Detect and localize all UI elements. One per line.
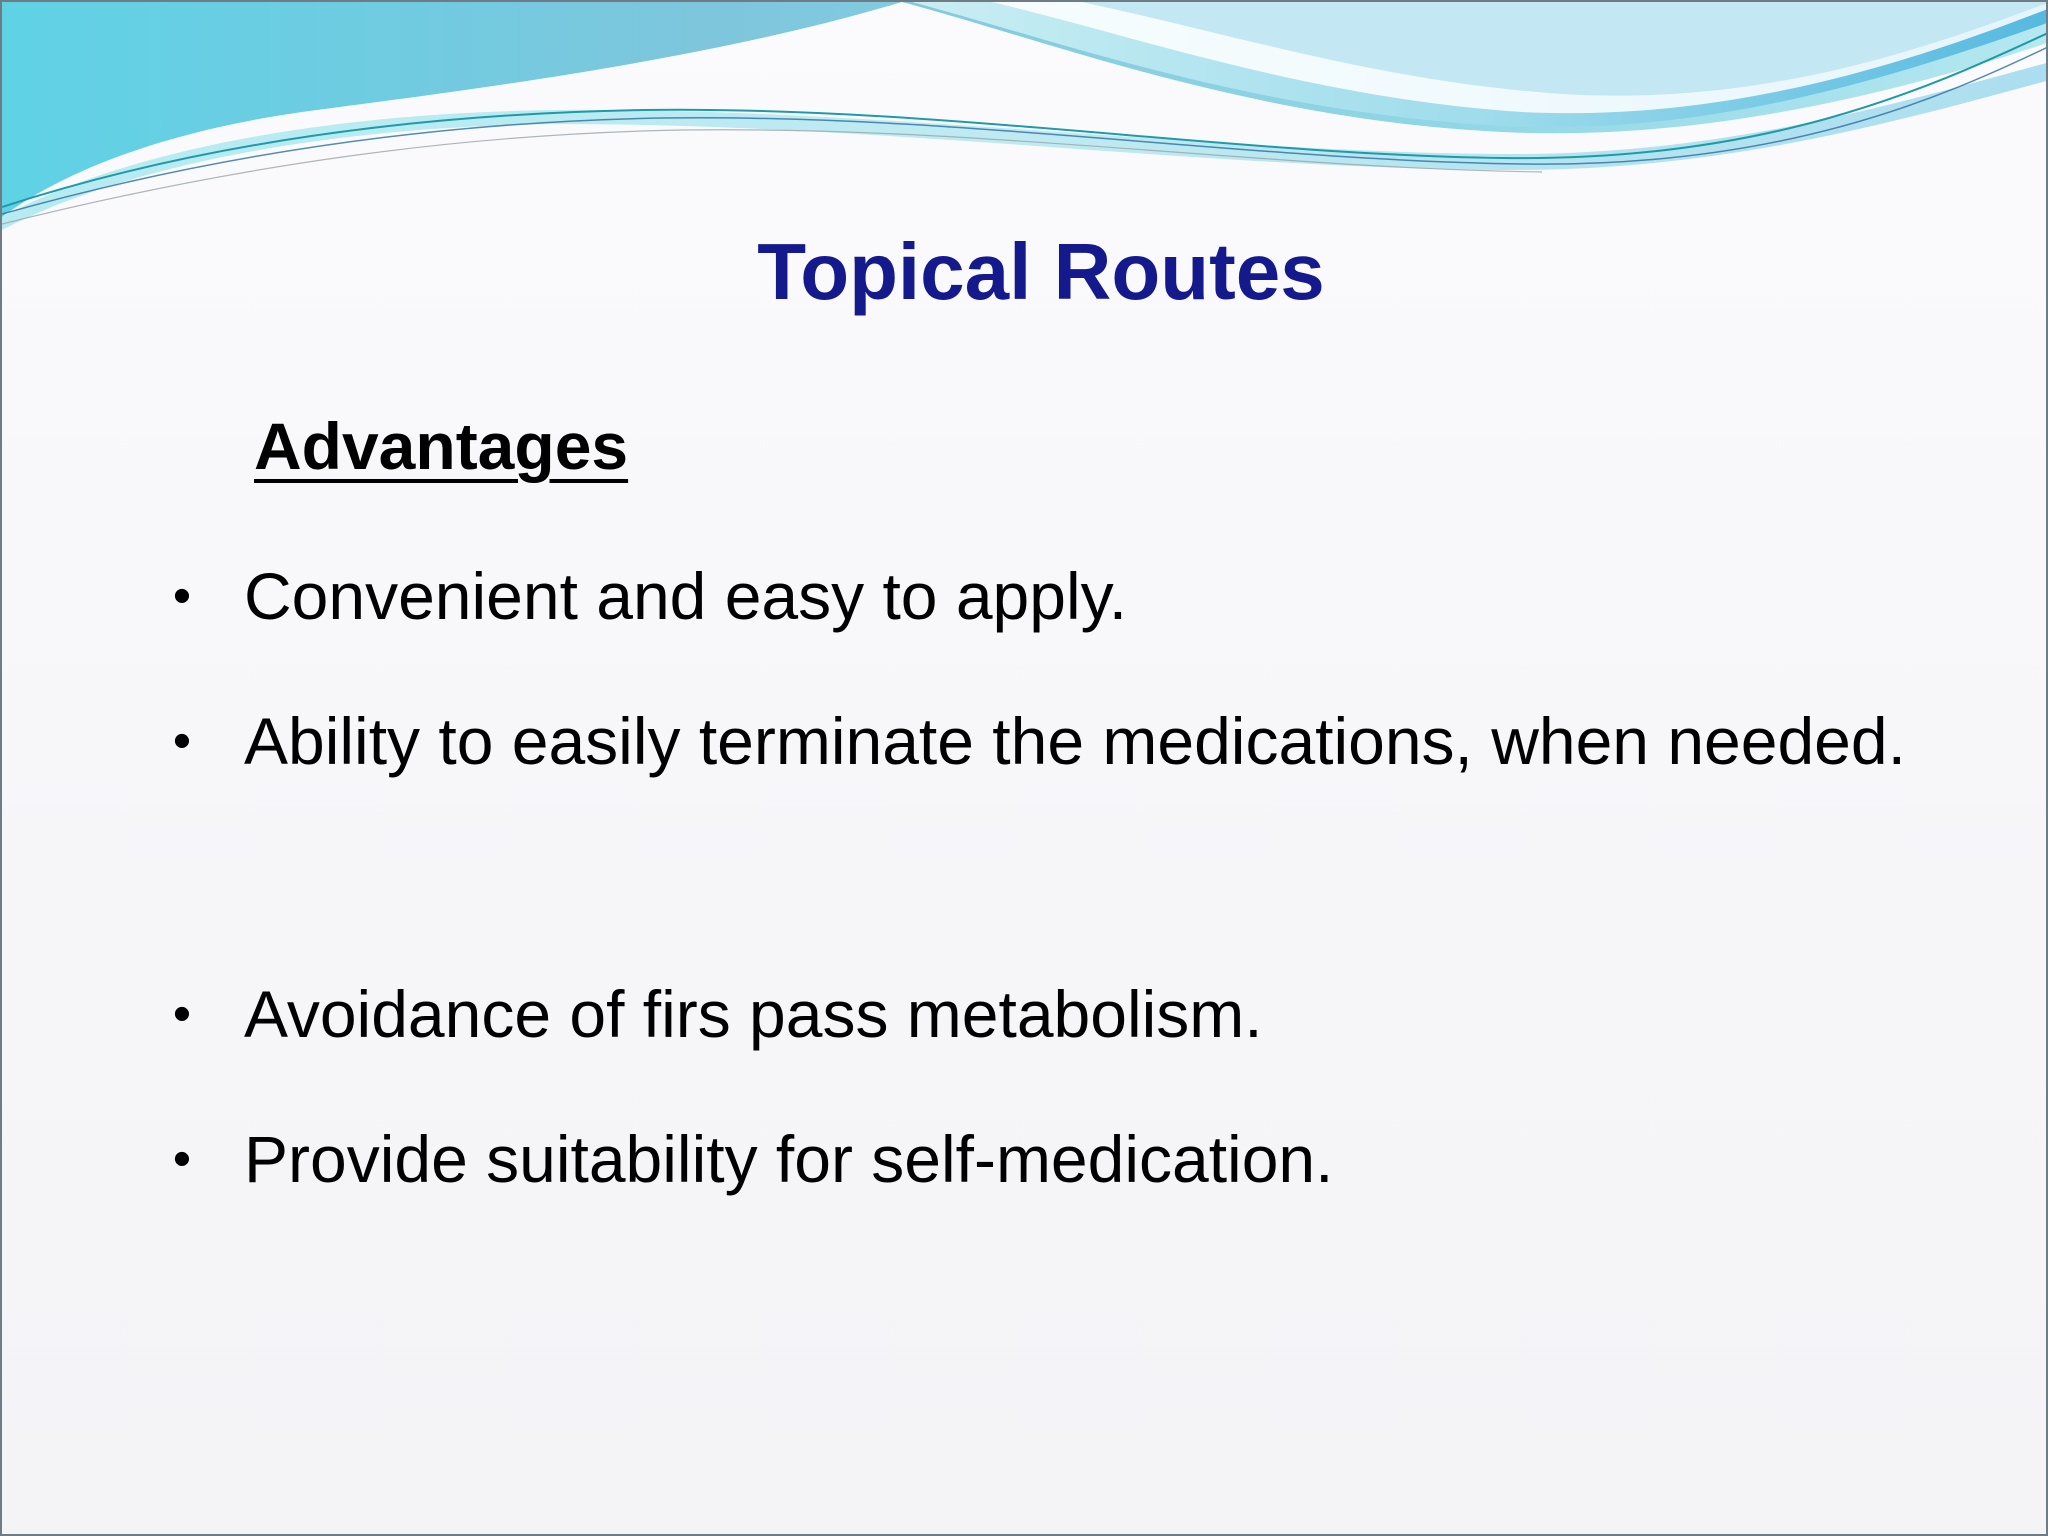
slide-title: Topical Routes: [757, 227, 1325, 316]
bullet-text: Convenient and easy to apply.: [244, 559, 1128, 633]
header-wave-decoration: [2, 2, 2048, 242]
section-heading-advantages: Advantages: [254, 409, 629, 483]
bullet-text: Provide suitability for self-medication.: [244, 1122, 1334, 1196]
bullet-marker: •: [172, 985, 192, 1043]
bullet-text: Avoidance of firs pass metabolism.: [244, 977, 1263, 1051]
bullet-marker: •: [172, 567, 192, 625]
bullet-marker: •: [172, 1130, 192, 1188]
bullet-marker: •: [172, 712, 192, 770]
bullet-text: Ability to easily terminate the medications, when needed.: [244, 704, 1906, 778]
